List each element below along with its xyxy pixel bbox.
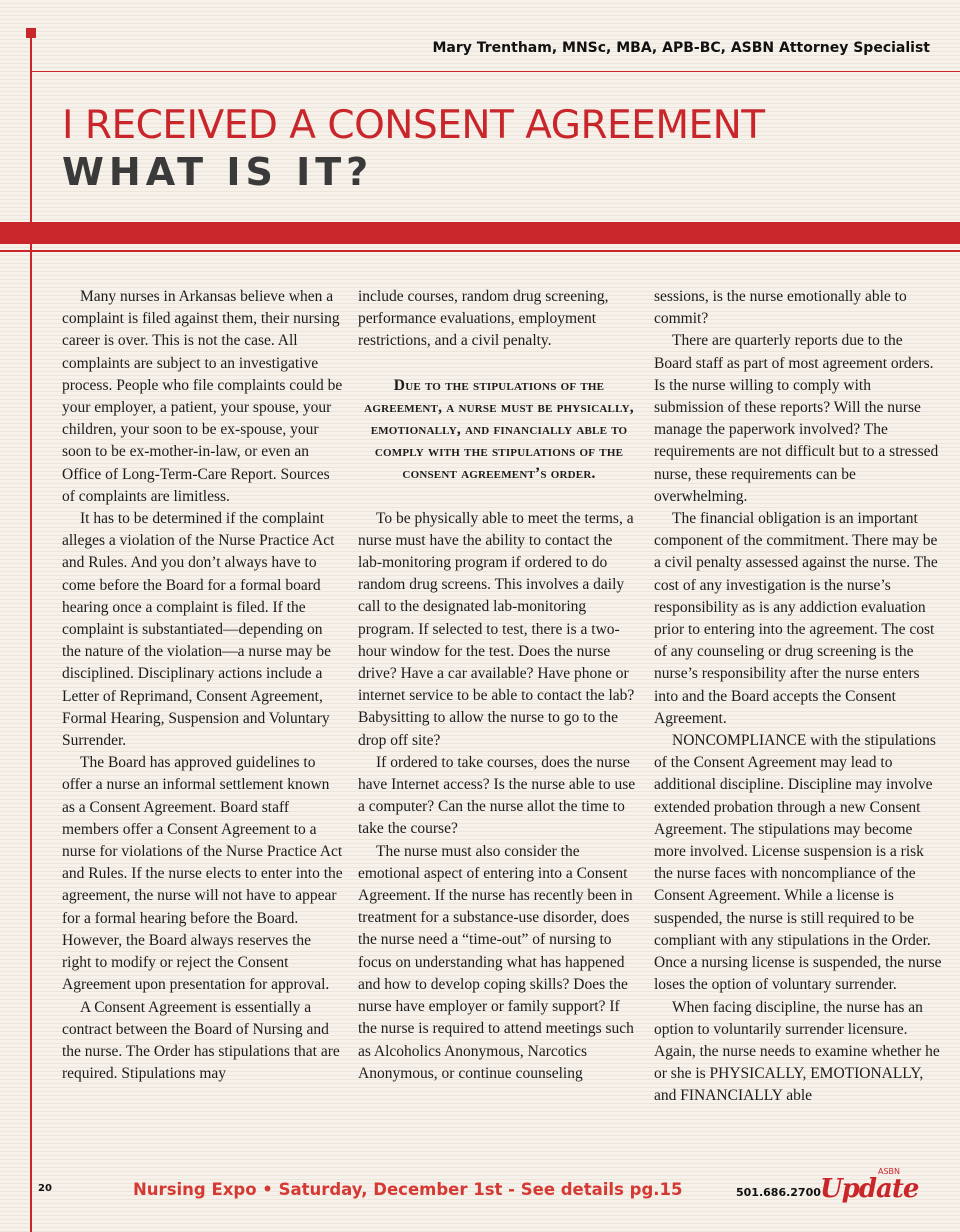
paragraph: Many nurses in Arkansas believe when a complaint is filed against them, their nursing career is over. This is not the case. All complaints are subject to an investigative process. People who file complaints could be your employer, a patient, your spouse, your children, your soon to be ex-spouse, your soon to be ex-mother-in-law, or even an Office of Long-Term-Care Report. Sources of complaints are limitless. <box>62 288 343 505</box>
paragraph: There are quarterly reports due to the Board staff as part of most agreement orders. Is the nurse willing to comply with submission of these reports? Will the nurse manage the paperwork involved? The requirements are not difficult but to a stressed nurse, these requirements can be overwhelming. <box>654 332 939 505</box>
red-banner-underline <box>0 250 960 252</box>
paragraph: The financial obligation is an important component of the commitment. There may be a civil penalty assessed against the nurse. The cost of any investigation is the nurse’s responsibility as is any addiction evaluation prior to entering into the agreement. The cost of any counseling or drug screening is the nurse’s responsibility after the nurse enters into and the Board accepts the Consent Agreement. <box>654 510 938 727</box>
column-2 <box>358 286 640 1085</box>
paragraph: To be physically able to meet the terms, a nurse must have the ability to contact the lab-monitoring program if ordered to do random drug screens. This involves a daily call to the designated lab-monitoring program. If selected to test, there is a two-hour window for the test. Does the nurse drive? Have a car available? Have phone or internet service to be able to contact the lab? Babysitting to allow the nurse to go to the drop off site? <box>358 509 635 749</box>
author-byline: Mary Trentham, MNSc, MBA, APB-BC, ASBN Attorney Specialist <box>432 40 930 56</box>
paragraph: It has to be determined if the complaint alleges a violation of the Nurse Practice Act and Rules. And you don’t always have to come before the Board for a formal board hearing once a complaint is filed. If the complaint is substantiated—depending on the nature of the violation—a nurse may be disciplined. Disciplinary actions include a Letter of Reprimand, Consent Agreement, Formal Hearing, Suspension and Voluntary Surrender. <box>62 510 335 750</box>
paragraph: If ordered to take courses, does the nurse have Internet access? Is the nurse able to use a computer? Can the nurse allot the time to take the course? <box>358 753 636 838</box>
expo-announcement: Nursing Expo • Saturday, December 1st - See details pg.15 <box>133 1180 683 1199</box>
paragraph: When facing discipline, the nurse has an option to voluntarily surrender licensure. Again, the nurse needs to examine whether he or she is PHYSICALLY, EMOTIONALLY, and FINANCIALLY able <box>654 998 940 1105</box>
corner-marker <box>26 28 36 38</box>
red-banner <box>0 222 960 244</box>
paragraph: NONCOMPLIANCE with the stipulations of the Consent Agreement may lead to additional discipline. Discipline may involve extended probation through a new Consent Agreement. The stipulations may become more involved. License suspension is a risk the nurse faces with noncompliance of the Consent Agreement. While a license is suspended, the nurse is still required to be compliant with any stipulations in the Order. Once a nursing license is suspended, the nurse loses the option of voluntary surrender. <box>654 732 942 994</box>
paragraph: A Consent Agreement is essentially a contract between the Board of Nursing and the nurse. The Order has stipulations that are required. Stipulations may <box>62 998 340 1083</box>
asbn-update-logo <box>820 1167 932 1206</box>
top-red-rule <box>30 71 960 72</box>
logo-update-text: Update <box>820 1174 919 1204</box>
column-1 <box>62 286 344 1085</box>
headline-line2: WHAT IS IT? <box>62 150 374 194</box>
left-red-rule <box>30 30 32 1232</box>
logo-asbn-text: ASBN <box>878 1167 901 1176</box>
paragraph: sessions, is the nurse emotionally able to commit? <box>654 288 907 328</box>
paragraph: The nurse must also consider the emotional aspect of entering into a Consent Agreement. If the nurse has recently been in treatment for a substance-use disorder, does the nurse need a “time-out” of nursing to focus on understanding what has happened and how to develop coping skills? Does the nurse have employer or family support? If the nurse is required to attend meetings such as Alcoholics Anonymous, Narcotics Anonymous, or continue counseling <box>358 842 634 1082</box>
phone-number: 501.686.2700 <box>736 1186 821 1199</box>
column-3 <box>654 286 944 1108</box>
headline-line1: I RECEIVED A CONSENT AGREEMENT <box>62 103 765 148</box>
page-number: 20 <box>38 1183 52 1194</box>
paragraph: The Board has approved guidelines to offer a nurse an informal settlement known as a Consent Agreement. Board staff members offer a Consent Agreement to a nurse for violations of the Nurse Practice Act and Rules. If the nurse elects to enter into the agreement, the nurse will not have to appear for a formal hearing before the Board. However, the Board always reserves the right to modify or reject the Consent Agreement upon presentation for approval. <box>62 754 343 994</box>
pull-quote: Due to the stipulations of the agreement, a nurse must be physically, emotionally, and financially able to comply with the stipulations of the consent agreement’s order. <box>364 376 634 483</box>
paragraph: include courses, random drug screening, performance evaluations, employment restrictions, and a civil penalty. <box>358 288 609 350</box>
